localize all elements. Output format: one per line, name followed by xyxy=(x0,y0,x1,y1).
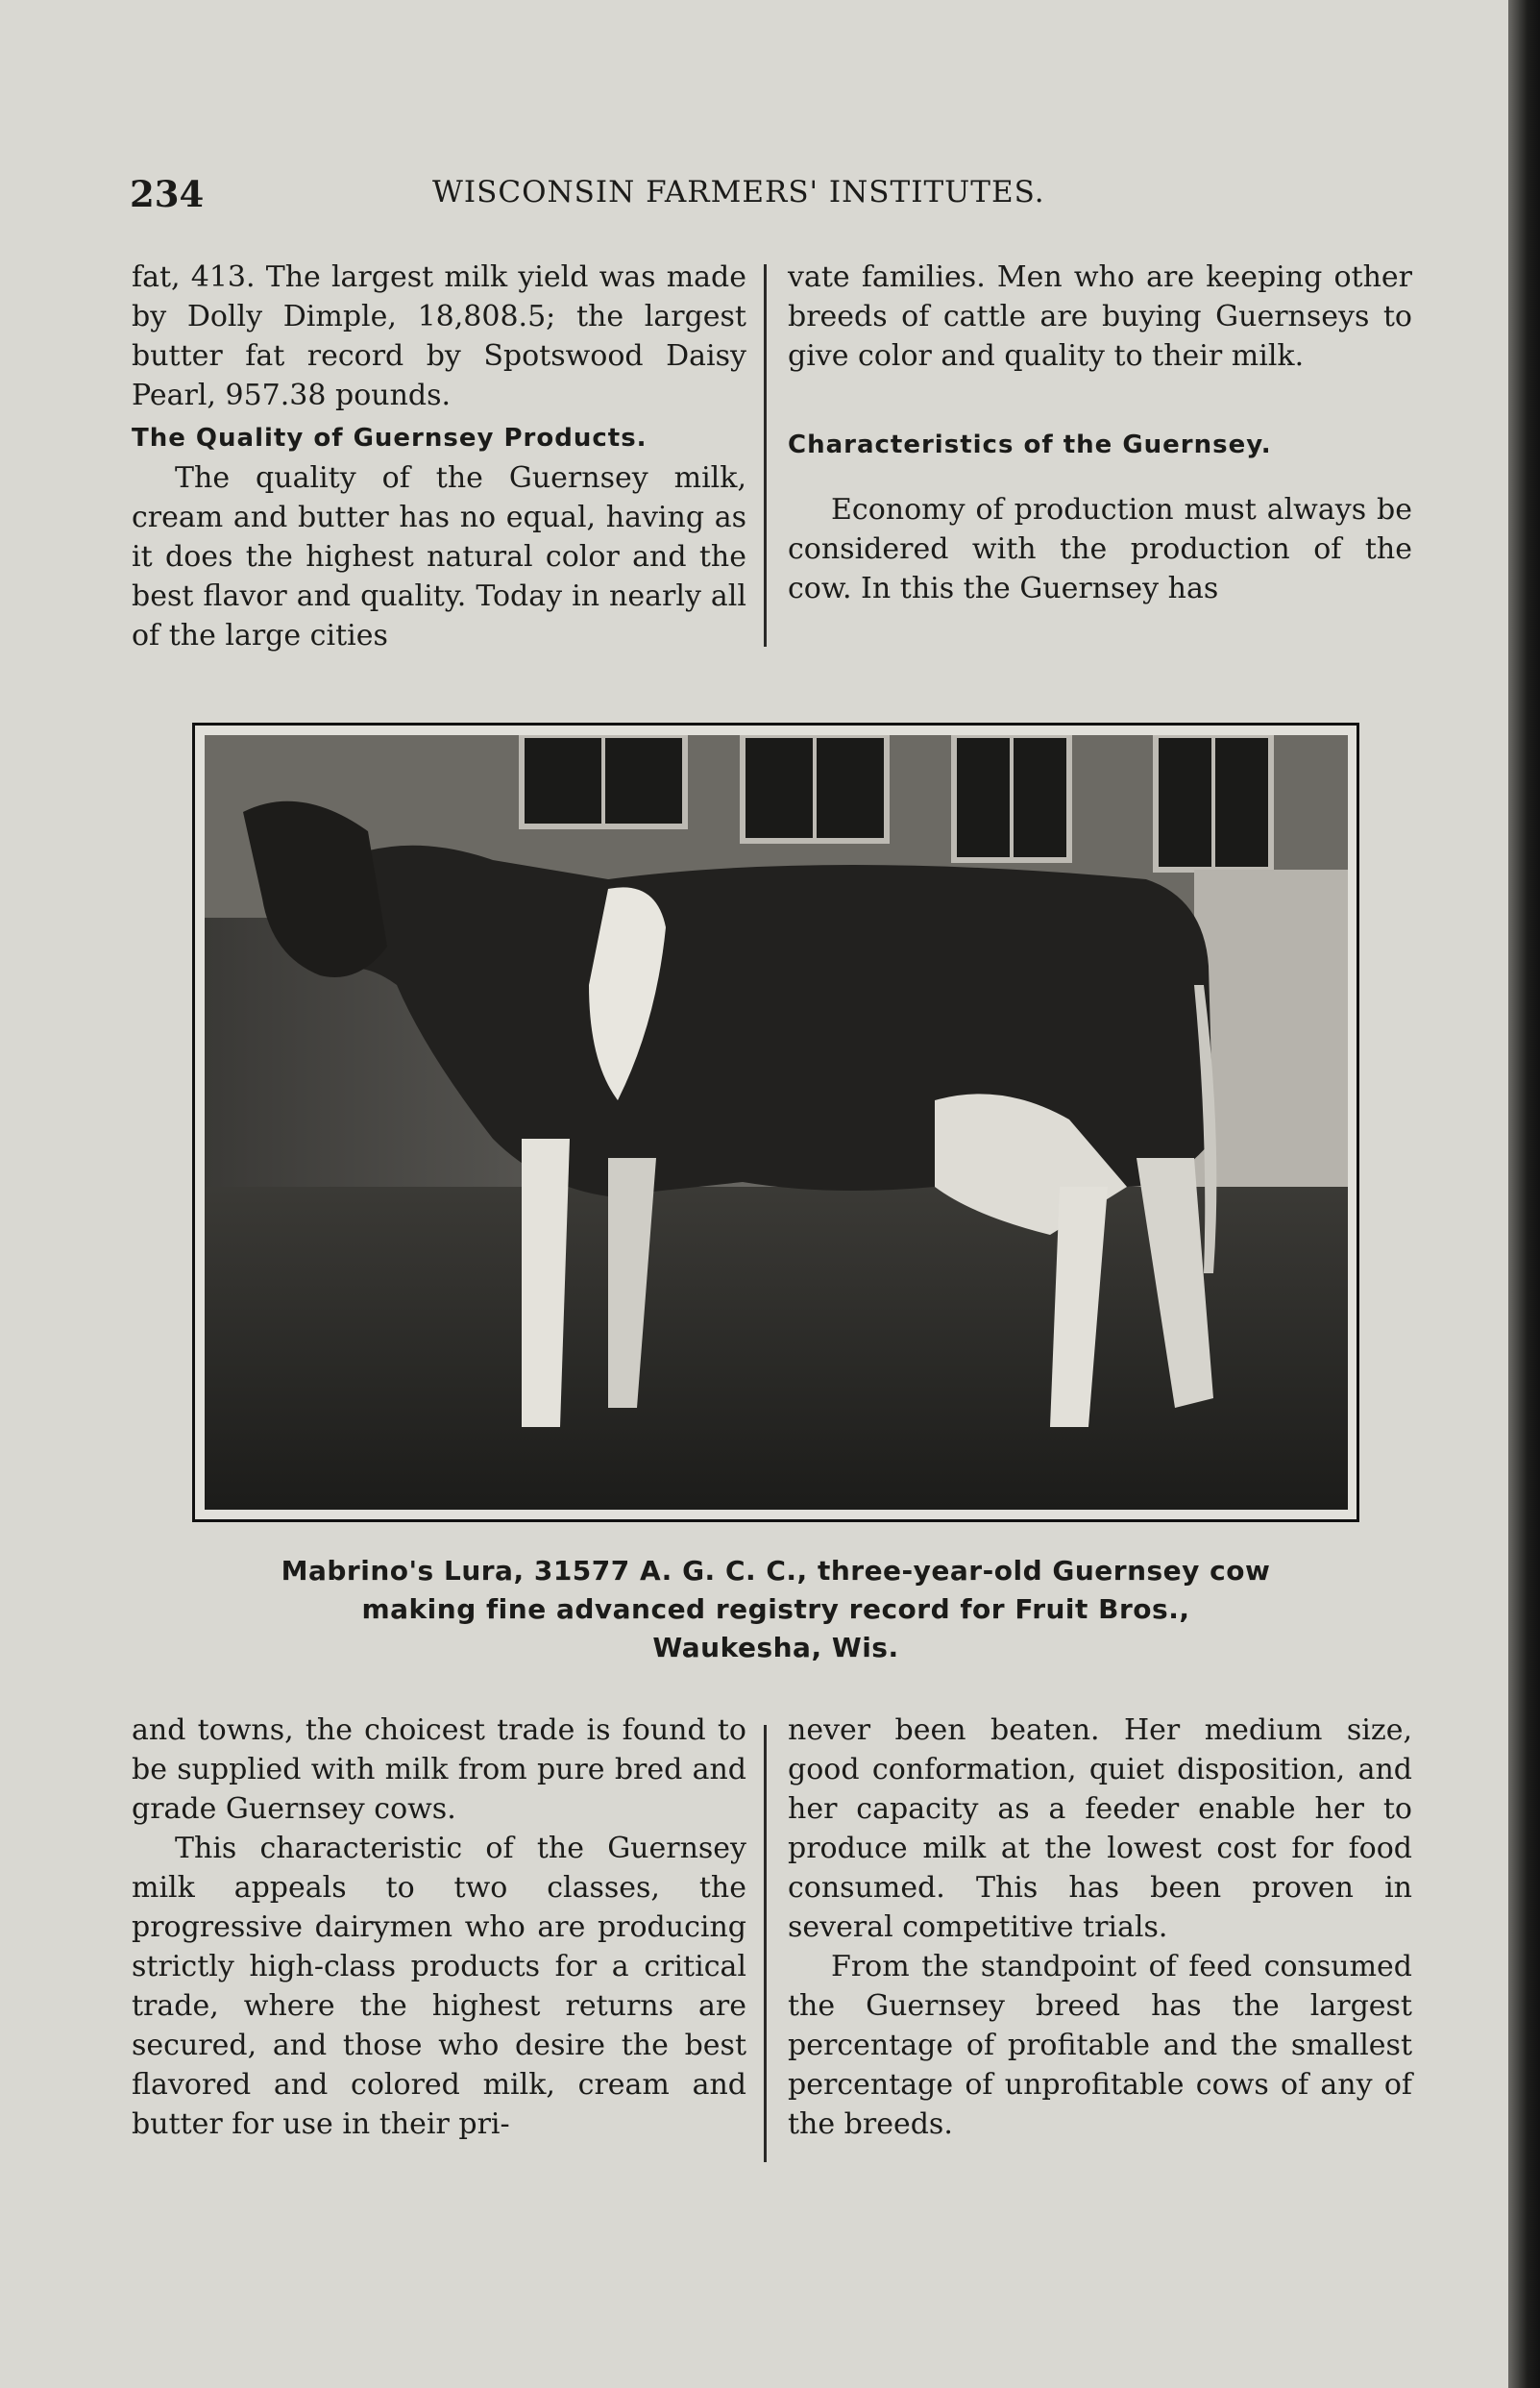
paragraph: From the standpoint of feed consumed the Guernsey breed has the largest percentage of profitable and the smallest percentage of unprofitable cows of any of the breeds. xyxy=(788,1950,1412,2141)
column-divider xyxy=(764,264,767,647)
column-bottom-right xyxy=(788,1711,1412,2144)
paragraph: never been beaten. Her medium size, good conformation, quiet disposition, and her capacity as a feeder enable her to produce milk at the lowest cost for food consumed. This has been proven in several competitive trials. xyxy=(788,1713,1412,1944)
running-head: WISCONSIN FARMERS' INSTITUTES. xyxy=(432,175,1045,209)
paragraph: The quality of the Guernsey milk, cream and butter has no equal, having as it does the highest natural color and the best flavor and quality. Today in nearly all of the large cities xyxy=(132,461,746,652)
paragraph: This characteristic of the Guernsey milk appeals to two classes, the progressive dairymen who are producing strictly high-class products for a critical trade, where the highest returns are secured, and those who desire the best flavored and colored milk, cream and butter for use in their pri- xyxy=(132,1832,746,2141)
cow-photograph xyxy=(192,723,1359,1522)
caption-line: Mabrino's Lura, 31577 A. G. C. C., three-year-old Guernsey cow xyxy=(281,1555,1271,1587)
column-top-right xyxy=(788,258,1412,608)
paragraph: and towns, the choicest trade is found to be supplied with milk from pure bred and grade Guernsey cows. xyxy=(132,1713,746,1826)
caption-line: making fine advanced registry record for Fruit Bros., xyxy=(361,1593,1190,1625)
paragraph: vate families. Men who are keeping other breeds of cattle are buying Guernseys to give color and quality to their milk. xyxy=(788,260,1412,373)
paragraph: Economy of production must always be considered with the production of the cow. In this the Guernsey has xyxy=(788,493,1412,605)
column-top-left xyxy=(132,258,746,655)
paragraph: fat, 413. The largest milk yield was made by Dolly Dimple, 18,808.5; the largest butter fat record by Spotswood Daisy Pearl, 957.38 pounds. xyxy=(132,260,746,412)
caption-line: Waukesha, Wis. xyxy=(652,1632,899,1663)
column-bottom-left xyxy=(132,1711,746,2144)
guernsey-cow-image xyxy=(205,735,1348,1510)
column-divider xyxy=(764,1725,767,2162)
section-heading: Characteristics of the Guernsey. xyxy=(788,431,1272,459)
figure-caption xyxy=(192,1552,1359,1667)
page-header xyxy=(130,173,1417,221)
book-page-edge xyxy=(1508,0,1540,2388)
section-heading: The Quality of Guernsey Products. xyxy=(132,424,648,453)
page-number: 234 xyxy=(130,173,205,215)
